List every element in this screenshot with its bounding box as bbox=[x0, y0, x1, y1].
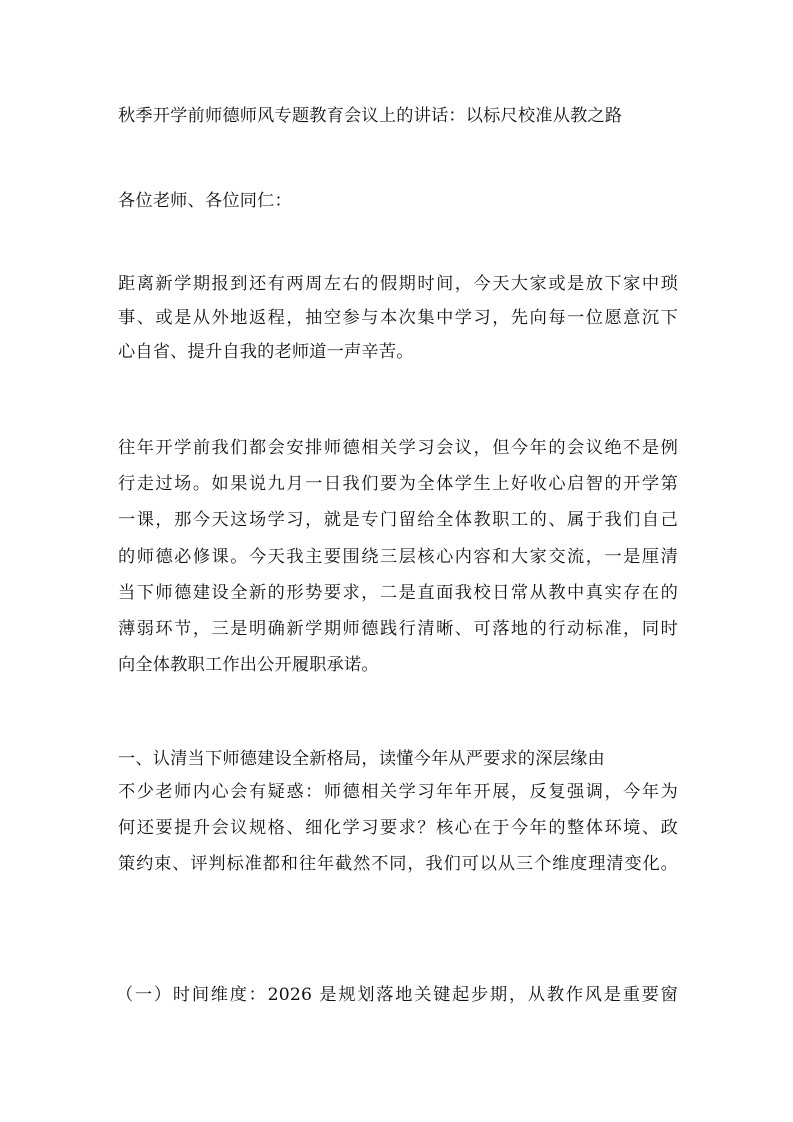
paragraph-3-line-3: 策约束、评判标准都和往年截然不同，我们可以从三个维度理清变化。 bbox=[118, 854, 678, 874]
paragraph-3-line-1: 不少老师内心会有疑惑：师德相关学习年年开展，反复强调，今年为 bbox=[118, 782, 678, 802]
paragraph-2-line-7: 向全体教职工作出公开履职承诺。 bbox=[118, 655, 379, 675]
paragraph-1-line-3: 心自省、提升自我的老师道一声辛苦。 bbox=[118, 342, 414, 362]
paragraph-2-line-2: 行走过场。如果说九月一日我们要为全体学生上好收心启智的开学第 bbox=[118, 474, 678, 494]
paragraph-2-line-4: 的师德必修课。今天我主要围绕三层核心内容和大家交流，一是厘清 bbox=[118, 547, 678, 567]
paragraph-1-line-1: 距离新学期报到还有两周左右的假期时间，今天大家或是放下家中琐 bbox=[118, 274, 678, 294]
paragraph-2-line-3: 一课，那今天这场学习，就是专门留给全体教职工的、属于我们自己 bbox=[118, 510, 678, 530]
paragraph-2-line-5: 当下师德建设全新的形势要求，二是直面我校日常从教中真实存在的 bbox=[118, 583, 678, 603]
greeting: 各位老师、各位同仁： bbox=[118, 191, 292, 211]
section-heading-1: 一、认清当下师德建设全新格局，读懂今年从严要求的深层缘由 bbox=[118, 749, 605, 769]
document-title: 秋季开学前师德师风专题教育会议上的讲话：以标尺校准从教之路 bbox=[118, 106, 623, 126]
paragraph-1-line-2: 事、或是从外地返程，抽空参与本次集中学习，先向每一位愿意沉下 bbox=[118, 308, 678, 328]
paragraph-2-line-6: 薄弱环节，三是明确新学期师德践行清晰、可落地的行动标准，同时 bbox=[118, 619, 678, 639]
paragraph-2-line-1: 往年开学前我们都会安排师德相关学习会议，但今年的会议绝不是例 bbox=[118, 438, 678, 458]
paragraph-3-line-2: 何还要提升会议规格、细化学习要求？核心在于今年的整体环境、政 bbox=[118, 818, 678, 838]
subsection-heading-1: （一）时间维度：2026 是规划落地关键起步期，从教作风是重要窗 bbox=[116, 985, 678, 1005]
